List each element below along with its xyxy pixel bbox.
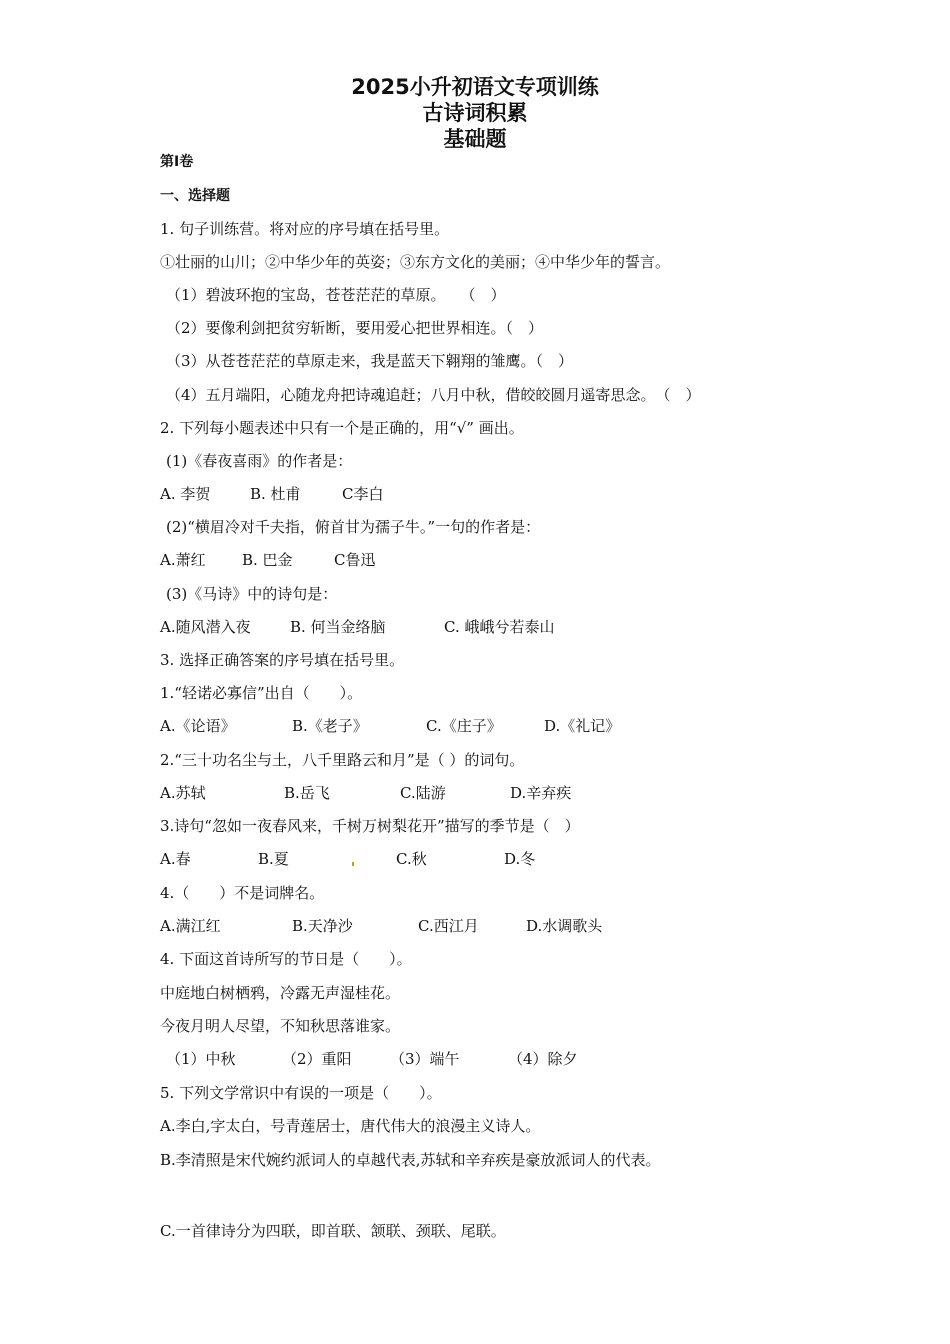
q2-sub3-option: C. 峨峨兮若泰山 — [444, 618, 555, 636]
q3-s1-option: B.《老子》 — [292, 717, 368, 735]
q2-sub3-option: A.随风潜入夜 — [160, 618, 251, 636]
q3-s4-option: A.满江红 — [160, 917, 221, 935]
q3-stem: 3. 选择正确答案的序号填在括号里。 — [160, 651, 405, 669]
stray-mark — [352, 862, 354, 866]
q4-option: （1）中秋 — [166, 1050, 236, 1068]
q3-s2-option: C.陆游 — [400, 784, 446, 802]
q4-option: （2）重阳 — [282, 1050, 352, 1068]
q5-option: A.李白,字太白，号青莲居士，唐代伟大的浪漫主义诗人。 — [160, 1117, 541, 1135]
q3-s2-option: A.苏轼 — [160, 784, 206, 802]
q1-stem: 1. 句子训练营。将对应的序号填在括号里。 — [160, 220, 450, 238]
q2-sub1-option: A. 李贺 — [160, 485, 211, 503]
q3-s1: 1.“轻诺必寡信”出自（ ）。 — [160, 684, 363, 702]
volume-label: 第Ⅰ卷 — [160, 154, 194, 170]
q2-sub2-option: A.萧红 — [160, 551, 206, 569]
q3-s2: 2.“三十功名尘与土，八千里路云和月”是（ ）的词句。 — [160, 751, 525, 769]
q4-option: （3）端午 — [390, 1050, 460, 1068]
q3-s4: 4.（ ）不是词牌名。 — [160, 884, 325, 902]
q1-item: （3）从苍苍茫茫的草原走来，我是蓝天下翱翔的雏鹰。（ ） — [166, 352, 574, 370]
q3-s2-option: D.辛弃疾 — [510, 784, 572, 802]
q2-sub2-option: C鲁迅 — [334, 551, 376, 569]
q3-s4-option: B.天净沙 — [292, 917, 353, 935]
q1-item: （4）五月端阳，心随龙舟把诗魂追赶；八月中秋，借皎皎圆月遥寄思念。 （ ） — [166, 386, 701, 404]
page-subtitle: 古诗词积累 — [422, 101, 528, 125]
q4-stem: 4. 下面这首诗所写的节日是（ ）。 — [160, 950, 412, 968]
q5-option: B.李清照是宋代婉约派词人的卓越代表,苏轼和辛弃疾是豪放派词人的代表。 — [160, 1151, 661, 1169]
q2-sub3: (3)《马诗》中的诗句是： — [166, 585, 338, 603]
q2-sub3-option: B. 何当金络脑 — [290, 618, 386, 636]
q3-s3-option: C.秋 — [396, 850, 427, 868]
q2-sub2: (2)“横眉冷对千夫指，俯首甘为孺子牛。”一句的作者是： — [166, 518, 541, 536]
q2-stem: 2. 下列每小题表述中只有一个是正确的，用“√” 画出。 — [160, 419, 524, 437]
q3-s3: 3.诗句“忽如一夜春风来，千树万树梨花开”描写的季节是（ ） — [160, 817, 580, 835]
q3-s1-option: A.《论语》 — [160, 717, 236, 735]
q2-sub2-option: B. 巴金 — [242, 551, 293, 569]
q3-s1-option: D.《礼记》 — [544, 717, 621, 735]
q5-option: C.一首律诗分为四联，即首联、颔联、颈联、尾联。 — [160, 1222, 506, 1240]
q3-s3-option: A.春 — [160, 850, 191, 868]
q3-s1-option: C.《庄子》 — [426, 717, 502, 735]
page-title: 2025小升初语文专项训练 — [351, 75, 599, 99]
q4-option: （4）除夕 — [508, 1050, 578, 1068]
q1-choices: ①壮丽的山川；②中华少年的英姿；③东方文化的美丽；④中华少年的誓言。 — [160, 253, 671, 271]
q2-sub1-option: B. 杜甫 — [250, 485, 301, 503]
q1-item: （2）要像利剑把贫穷斩断，要用爱心把世界相连。（ ） — [166, 319, 544, 337]
q3-s3-option: D.冬 — [504, 850, 536, 868]
q3-s4-option: D.水调歌头 — [526, 917, 603, 935]
q1-item: （1）碧波环抱的宝岛，苍苍茫茫的草原。 （ ） — [166, 286, 506, 304]
q3-s4-option: C.西江月 — [418, 917, 479, 935]
q3-s3-option: B.夏 — [258, 850, 289, 868]
section-heading: 一、选择题 — [160, 188, 230, 204]
q4-poem-line: 今夜月明人尽望，不知秋思落谁家。 — [160, 1017, 401, 1035]
q2-sub1: (1)《春夜喜雨》的作者是： — [166, 452, 353, 470]
document-header — [0, 74, 950, 152]
q3-s2-option: B.岳飞 — [284, 784, 330, 802]
q5-stem: 5. 下列文学常识中有误的一项是（ ）。 — [160, 1084, 442, 1102]
q2-sub1-option: C李白 — [342, 485, 384, 503]
page-subtitle-level: 基础题 — [443, 127, 507, 151]
q4-poem-line: 中庭地白树栖鸦，冷露无声湿桂花。 — [160, 984, 401, 1002]
